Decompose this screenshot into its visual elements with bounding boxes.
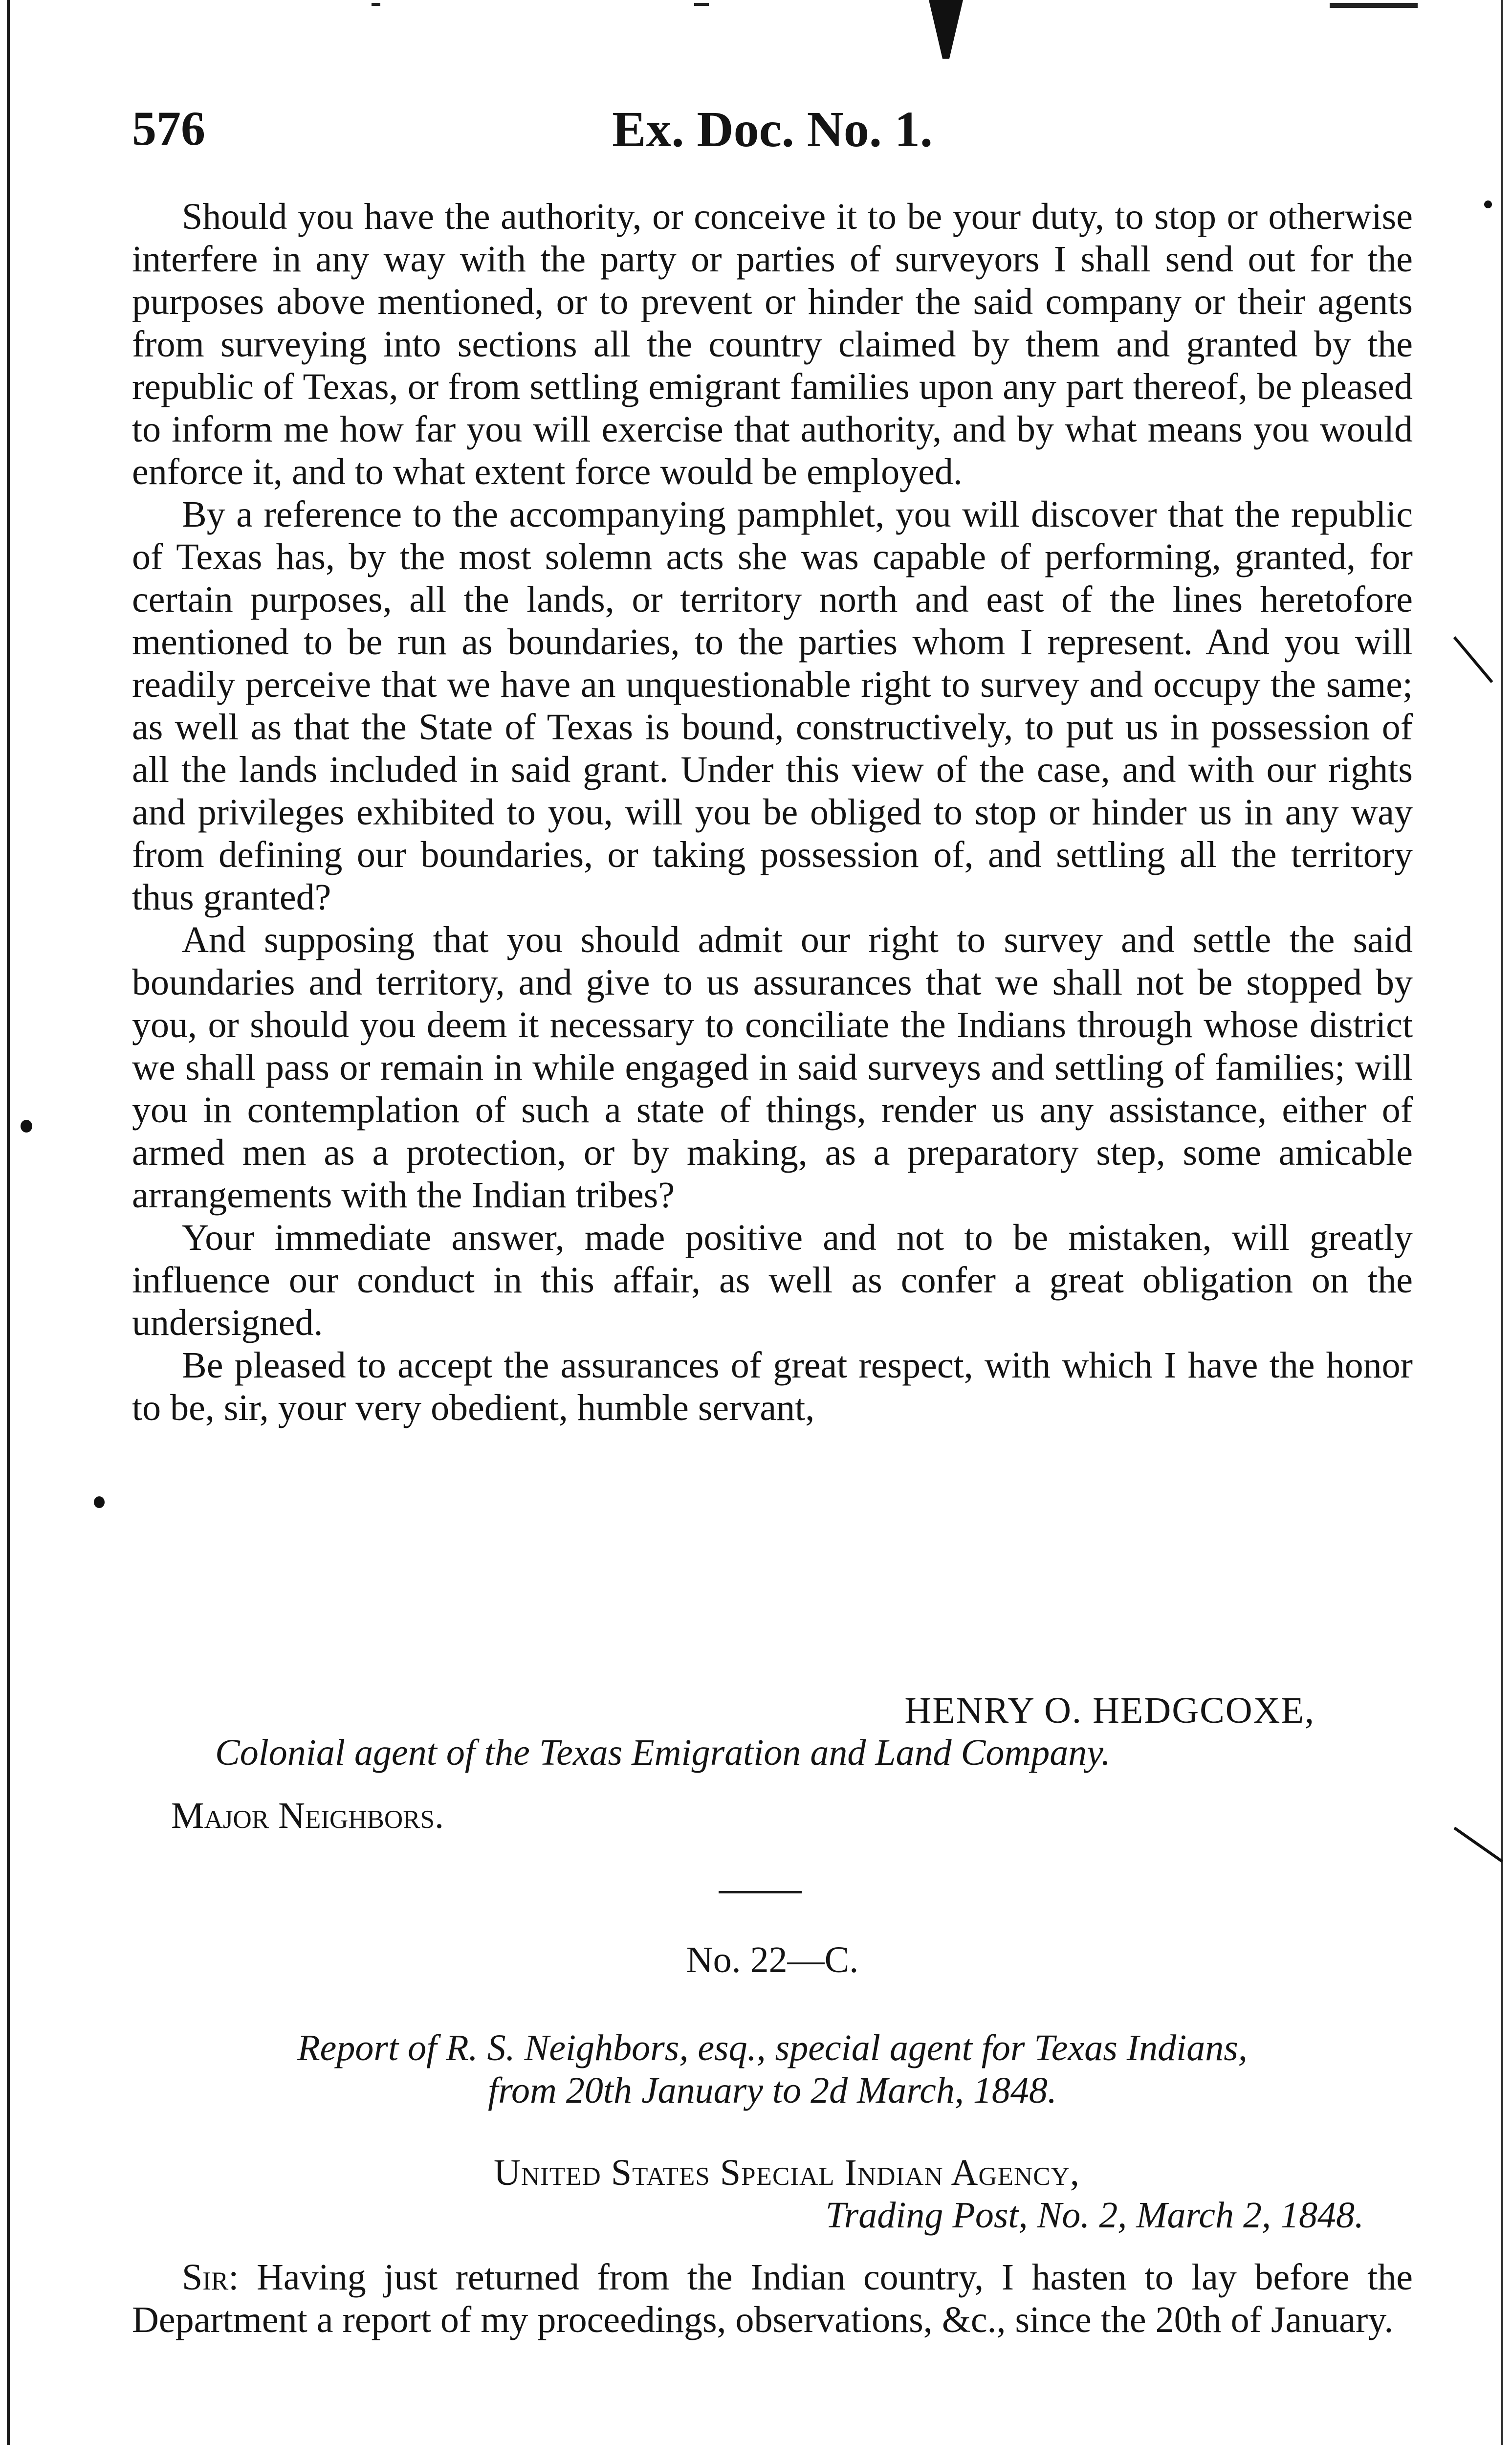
opening-text: Having just returned from the Indian country, I hasten to lay before the Department a report of my proceedings, observations, &c., since the 20th of January. [132, 2257, 1413, 2340]
signer-name: HENRY O. HEDGCOXE, [904, 1690, 1315, 1731]
section-divider [719, 1891, 802, 1893]
ink-speck [1330, 3, 1418, 8]
report-title-line: from 20th January to 2d March, 1848. [488, 2070, 1057, 2111]
document-title: Ex. Doc. No. 1. [612, 101, 933, 157]
addressee: Major Neighbors. [171, 1795, 444, 1836]
margin-dot [21, 1120, 32, 1133]
dateline: Trading Post, No. 2, March 2, 1848. [825, 2195, 1364, 2236]
margin-dot [1484, 200, 1492, 208]
page-number: 576 [132, 101, 205, 156]
paragraph [132, 2256, 1413, 2341]
paragraph: Should you have the authority, or conceive it to be your duty, to stop or otherwise interfere in any way with the party or parties of surveyors I shall send out for the purposes above mentioned, or to prevent or hinder the said company or their agents from surveying into sections all the country claimed by them and granted by the republic of Texas, or from settling emigrant families upon any part thereof, be pleased to inform me how far you will exercise that authority, and by what means you would enforce it, and to what extent force would be employed. [132, 196, 1413, 492]
letter-body [132, 196, 1413, 1429]
document-number: No. 22—C. [686, 1939, 859, 1980]
agency-heading: United States Special Indian Agency, [494, 2152, 1080, 2193]
margin-dot [94, 1496, 105, 1508]
paragraph: Be pleased to accept the assurances of great respect, with which I have the honor to be, sir, your very obedient, humble servant, [132, 1345, 1413, 1428]
signer-title: Colonial agent of the Texas Emigration and Land Company. [215, 1732, 1111, 1773]
ink-speck [372, 3, 380, 6]
salutation: Sir: [182, 2257, 239, 2298]
running-head [132, 100, 1413, 159]
paragraph: And supposing that you should admit our right to survey and settle the said boundaries and territory, and give to us assurances that we shall not be stopped by you, or should you deem it necessary to conciliate the Indians through whose district we shall pass or remain in while engaged in said surveys and settling of families; will you in contemplation of such a state of things, render us any assistance, either of armed men as a protection, or by making, as a preparatory step, some amicable arrangements with the Indian tribes? [132, 919, 1413, 1216]
paragraph: Your immediate answer, made positive and not to be mistaken, will greatly influence our conduct in this affair, as well as confer a great obligation on the undersigned. [132, 1217, 1413, 1343]
report-opening [132, 2256, 1413, 2341]
paragraph: By a reference to the accompanying pamphlet, you will discover that the republic of Texas has, by the most solemn acts she was capable of performing, granted, for certain purposes, all the lands, or territory north and east of the lines heretofore mentioned to be run as boundaries, to the parties whom I represent. And you will readily perceive that we have an unquestionable right to survey and occupy the same; as well as that the State of Texas is bound, constructively, to put us in possession of all the lands included in said grant. Under this view of the case, and with our rights and privileges exhibited to you, will you be obliged to stop or hinder us in any way from defining our boundaries, or taking possession of, and settling all the territory thus granted? [132, 494, 1413, 918]
report-title [132, 2027, 1413, 2112]
ink-speck [694, 3, 709, 6]
report-title-line: Report of R. S. Neighbors, esq., special agent for Texas Indians, [297, 2027, 1248, 2068]
